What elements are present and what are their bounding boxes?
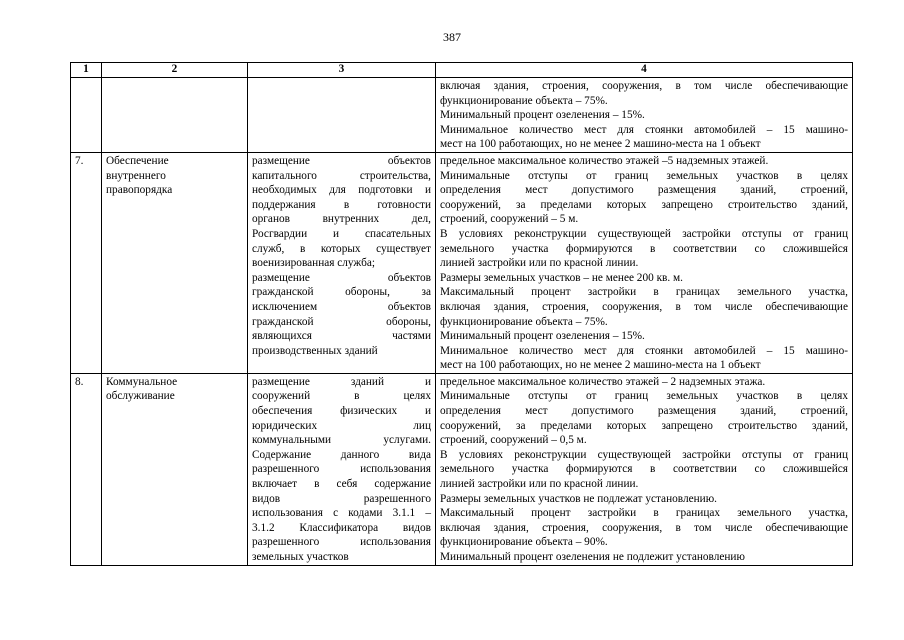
- column-header: 3: [248, 63, 436, 78]
- usage-description-line: обеспечения физических и: [252, 405, 431, 418]
- parameters-line: функционирование объекта – 90%.: [440, 536, 608, 549]
- parameters-line: предельное максимальное количество этажей – 2 надземных этажа.: [440, 375, 766, 388]
- usage-description-line: поддержания в готовности: [252, 198, 431, 211]
- column-header: 1: [71, 63, 102, 78]
- parameters-line: определения мест допустимого размещения зданий, строений,: [440, 405, 848, 418]
- parameters-line: Минимальный процент озеленения не подлежит установлению: [440, 551, 745, 563]
- usage-description-line: видов разрешенного: [252, 492, 431, 505]
- usage-name-line: Обеспечение: [106, 154, 169, 167]
- usage-description-line: включает в себя содержание: [252, 478, 431, 491]
- usage-description-line: сооружений в целях: [252, 390, 431, 403]
- parameters-line: сооружений, за пределами которых запрещено строительство зданий,: [440, 419, 848, 432]
- parameters-line: функционирование объекта – 75%.: [440, 94, 608, 107]
- usage-description-cell: [248, 78, 436, 153]
- usage-description-line: разрешенного использования: [252, 463, 431, 476]
- table-row: [71, 373, 853, 565]
- parameters-line: строений, сооружений – 0,5 м.: [440, 434, 587, 447]
- parameters-line: Минимальные отступы от границ земельных участков в целях: [440, 169, 848, 182]
- usage-description-line: необходимых для подготовки и: [252, 184, 431, 197]
- column-header: 4: [436, 63, 853, 78]
- usage-description-line: 3.1.2 Классификатора видов: [252, 521, 431, 534]
- parameters-line: Минимальный процент озеленения – 15%.: [440, 109, 645, 122]
- parameters-line: Минимальное количество мест для стоянки автомобилей – 15 машино-: [440, 123, 848, 136]
- usage-name-line: внутреннего: [106, 169, 166, 182]
- usage-description-cell: [248, 152, 436, 373]
- parameters-line: земельного участка формируются в соответствии со сложившейся: [440, 242, 848, 255]
- zoning-table: [70, 62, 853, 566]
- table-body: [71, 78, 853, 566]
- usage-description-line: Содержание данного вида: [252, 448, 431, 461]
- usage-name-line: Коммунальное: [106, 375, 178, 388]
- usage-name-line: обслуживание: [106, 390, 175, 403]
- usage-name-cell: [102, 78, 248, 153]
- parameters-line: сооружений, за пределами которых запрещено строительство зданий,: [440, 198, 848, 211]
- parameters-line: мест на 100 работающих, но не менее 2 машино-места на 1 объект: [440, 359, 761, 372]
- row-number-cell: [71, 78, 102, 153]
- row-number-cell: 8.: [71, 373, 102, 565]
- parameters-cell: [436, 78, 853, 153]
- parameters-line: строений, сооружений – 5 м.: [440, 213, 579, 226]
- usage-description-line: органов внутренних дел,: [252, 213, 431, 226]
- usage-description-line: размещение объектов: [252, 271, 431, 284]
- usage-description-line: размещение зданий и: [252, 375, 431, 388]
- parameters-line: Минимальный процент озеленения – 15%.: [440, 330, 645, 343]
- usage-description-line: гражданской обороны, за: [252, 286, 431, 299]
- row-number-cell: 7.: [71, 152, 102, 373]
- usage-description-line: служб, в которых существует: [252, 242, 431, 255]
- usage-description-line: исключением объектов: [252, 300, 431, 313]
- parameters-line: В условиях реконструкции существующей застройки отступы от границ: [440, 448, 848, 461]
- parameters-line: Размеры земельных участков – не менее 200 кв. м.: [440, 271, 684, 284]
- usage-description-line: гражданской обороны,: [252, 315, 431, 328]
- usage-description-line: являющихся частями: [252, 330, 431, 343]
- parameters-line: Минимальные отступы от границ земельных участков в целях: [440, 390, 848, 403]
- usage-description-line: военизированная служба;: [252, 257, 375, 270]
- table-row: [71, 78, 853, 153]
- parameters-line: предельное максимальное количество этажей –5 надземных этажей.: [440, 154, 769, 167]
- usage-name-cell: [102, 152, 248, 373]
- parameters-line: определения мест допустимого размещения зданий, строений,: [440, 184, 848, 197]
- parameters-line: мест на 100 работающих, но не менее 2 машино-места на 1 объект: [440, 138, 761, 151]
- usage-description-line: разрешенного использования: [252, 536, 431, 549]
- column-header: 2: [102, 63, 248, 78]
- parameters-line: земельного участка формируются в соответствии со сложившейся: [440, 463, 848, 476]
- usage-name-line: правопорядка: [106, 184, 173, 197]
- parameters-cell: [436, 373, 853, 565]
- usage-description-line: капитального строительства,: [252, 169, 431, 182]
- usage-description-cell: [248, 373, 436, 565]
- usage-description-line: юридических лиц: [252, 419, 431, 432]
- page-number: 387: [443, 30, 461, 44]
- parameters-line: включая здания, строения, сооружения, в том числе обеспечивающие: [440, 300, 848, 313]
- usage-description-line: размещение объектов: [252, 154, 431, 167]
- parameters-line: Максимальный процент застройки в границах земельного участка,: [440, 507, 848, 520]
- usage-name-cell: [102, 373, 248, 565]
- parameters-line: линией застройки или по красной линии.: [440, 478, 639, 491]
- parameters-line: Минимальное количество мест для стоянки автомобилей – 15 машино-: [440, 344, 848, 357]
- usage-description-line: земельных участков: [252, 551, 349, 563]
- usage-description-line: коммунальными услугами.: [252, 434, 431, 447]
- parameters-line: функционирование объекта – 75%.: [440, 315, 608, 328]
- table-row: [71, 152, 853, 373]
- parameters-cell: [436, 152, 853, 373]
- usage-description-line: Росгвардии и спасательных: [252, 227, 431, 240]
- parameters-line: Размеры земельных участков не подлежат установлению.: [440, 492, 717, 505]
- parameters-line: В условиях реконструкции существующей застройки отступы от границ: [440, 227, 848, 240]
- usage-description-line: использования с кодами 3.1.1 –: [252, 507, 431, 520]
- parameters-line: линией застройки или по красной линии.: [440, 257, 639, 270]
- table-header: [71, 63, 853, 78]
- usage-description-line: производственных зданий: [252, 344, 378, 357]
- parameters-line: включая здания, строения, сооружения, в том числе обеспечивающие: [440, 521, 848, 534]
- parameters-line: включая здания, строения, сооружения, в том числе обеспечивающие: [440, 80, 848, 92]
- parameters-line: Максимальный процент застройки в границах земельного участка,: [440, 286, 848, 299]
